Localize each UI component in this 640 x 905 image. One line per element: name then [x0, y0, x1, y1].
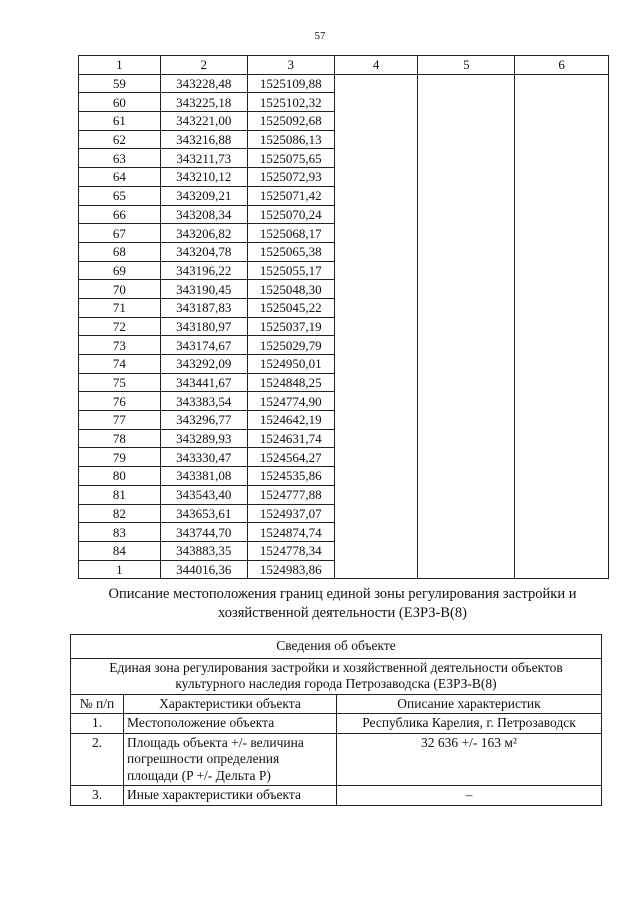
point-number: 60 — [79, 93, 161, 112]
table-row — [79, 523, 609, 542]
zone-name: Единая зона регулирования застройки и хозяйственной деятельности объектов культурного наследия города Петрозаводска (ЕЗРЗ-В(8) — [71, 658, 602, 694]
y-coordinate: 1524874,74 — [247, 523, 334, 542]
empty-cell — [334, 448, 418, 467]
empty-cell — [418, 336, 515, 355]
y-coordinate: 1525048,30 — [247, 280, 334, 299]
table-row — [79, 560, 609, 579]
x-coordinate: 343210,12 — [160, 168, 247, 187]
y-coordinate: 1525037,19 — [247, 317, 334, 336]
object-info-table — [70, 634, 602, 806]
x-coordinate: 343206,82 — [160, 224, 247, 243]
info-row — [71, 786, 602, 806]
x-coordinate: 343883,35 — [160, 541, 247, 560]
empty-cell — [334, 317, 418, 336]
empty-cell — [418, 448, 515, 467]
point-number: 70 — [79, 280, 161, 299]
point-number: 76 — [79, 392, 161, 411]
empty-cell — [334, 112, 418, 131]
page-number: 57 — [314, 30, 326, 42]
table-row — [79, 224, 609, 243]
info-row-num: 2. — [71, 733, 124, 786]
empty-cell — [418, 280, 515, 299]
col-header-characteristic: Характеристики объекта — [124, 694, 337, 714]
y-coordinate: 1524535,86 — [247, 467, 334, 486]
empty-cell — [515, 485, 609, 504]
empty-cell — [418, 541, 515, 560]
table-row — [79, 186, 609, 205]
empty-cell — [515, 560, 609, 579]
info-row-description: – — [337, 786, 602, 806]
table-row — [79, 336, 609, 355]
y-coordinate: 1524631,74 — [247, 429, 334, 448]
empty-cell — [418, 242, 515, 261]
info-row-characteristic: Иные характеристики объекта — [124, 786, 337, 806]
point-number: 65 — [79, 186, 161, 205]
table-row — [79, 485, 609, 504]
empty-cell — [334, 485, 418, 504]
x-coordinate: 343289,93 — [160, 429, 247, 448]
col-header-4: 4 — [334, 56, 418, 75]
table-row — [79, 242, 609, 261]
info-heading-row — [71, 635, 602, 659]
point-number: 59 — [79, 74, 161, 93]
empty-cell — [418, 186, 515, 205]
table-row — [79, 429, 609, 448]
point-number: 79 — [79, 448, 161, 467]
table-row — [79, 168, 609, 187]
x-coordinate: 343216,88 — [160, 130, 247, 149]
empty-cell — [515, 149, 609, 168]
empty-cell — [515, 242, 609, 261]
empty-cell — [334, 429, 418, 448]
x-coordinate: 343204,78 — [160, 242, 247, 261]
y-coordinate: 1524937,07 — [247, 504, 334, 523]
point-number: 64 — [79, 168, 161, 187]
table-row — [79, 205, 609, 224]
y-coordinate: 1525055,17 — [247, 261, 334, 280]
empty-cell — [334, 242, 418, 261]
empty-cell — [418, 485, 515, 504]
y-coordinate: 1525072,93 — [247, 168, 334, 187]
col-header-num: № п/п — [71, 694, 124, 714]
empty-cell — [418, 392, 515, 411]
point-number: 82 — [79, 504, 161, 523]
empty-cell — [515, 336, 609, 355]
empty-cell — [515, 541, 609, 560]
point-number: 62 — [79, 130, 161, 149]
empty-cell — [418, 112, 515, 131]
empty-cell — [334, 523, 418, 542]
empty-cell — [334, 467, 418, 486]
table-row — [79, 298, 609, 317]
x-coordinate: 343330,47 — [160, 448, 247, 467]
y-coordinate: 1524848,25 — [247, 373, 334, 392]
empty-cell — [515, 280, 609, 299]
empty-cell — [418, 205, 515, 224]
y-coordinate: 1524778,34 — [247, 541, 334, 560]
zone-name-row — [71, 658, 602, 694]
y-coordinate: 1524777,88 — [247, 485, 334, 504]
point-number: 63 — [79, 149, 161, 168]
y-coordinate: 1525086,13 — [247, 130, 334, 149]
y-coordinate: 1525109,88 — [247, 74, 334, 93]
info-row-description: Республика Карелия, г. Петрозаводск — [337, 714, 602, 734]
point-number: 69 — [79, 261, 161, 280]
col-header-6: 6 — [515, 56, 609, 75]
point-number: 74 — [79, 355, 161, 374]
table-row — [79, 541, 609, 560]
empty-cell — [334, 560, 418, 579]
description-title: Описание местоположения границ единой зоны регулирования застройки и хозяйственной деятельности (ЕЗРЗ-В(8) — [108, 586, 577, 621]
table-row — [79, 112, 609, 131]
empty-cell — [515, 74, 609, 93]
empty-cell — [334, 504, 418, 523]
table-row — [79, 504, 609, 523]
info-row-num: 1. — [71, 714, 124, 734]
empty-cell — [334, 336, 418, 355]
table-row — [79, 74, 609, 93]
empty-cell — [515, 112, 609, 131]
y-coordinate: 1525075,65 — [247, 149, 334, 168]
point-number: 78 — [79, 429, 161, 448]
empty-cell — [515, 373, 609, 392]
y-coordinate: 1525045,22 — [247, 298, 334, 317]
x-coordinate: 343744,70 — [160, 523, 247, 542]
point-number: 73 — [79, 336, 161, 355]
col-header-5: 5 — [418, 56, 515, 75]
empty-cell — [418, 149, 515, 168]
point-number: 80 — [79, 467, 161, 486]
y-coordinate: 1525068,17 — [247, 224, 334, 243]
empty-cell — [334, 261, 418, 280]
y-coordinate: 1525071,42 — [247, 186, 334, 205]
empty-cell — [418, 355, 515, 374]
coordinates-header-row — [79, 56, 609, 75]
table-row — [79, 149, 609, 168]
col-header-1: 1 — [79, 56, 161, 75]
info-row-description: 32 636 +/- 163 м² — [337, 733, 602, 786]
empty-cell — [515, 205, 609, 224]
table-row — [79, 392, 609, 411]
coordinates-table — [78, 55, 609, 579]
y-coordinate: 1524983,86 — [247, 560, 334, 579]
point-number: 66 — [79, 205, 161, 224]
empty-cell — [334, 186, 418, 205]
table-row — [79, 373, 609, 392]
empty-cell — [515, 504, 609, 523]
table-row — [79, 411, 609, 430]
col-header-description: Описание характеристик — [337, 694, 602, 714]
y-coordinate: 1524950,01 — [247, 355, 334, 374]
x-coordinate: 343211,73 — [160, 149, 247, 168]
empty-cell — [418, 93, 515, 112]
empty-cell — [515, 467, 609, 486]
x-coordinate: 343383,54 — [160, 392, 247, 411]
empty-cell — [334, 93, 418, 112]
info-heading: Сведения об объекте — [71, 635, 602, 659]
empty-cell — [515, 317, 609, 336]
empty-cell — [418, 261, 515, 280]
empty-cell — [334, 130, 418, 149]
point-number: 72 — [79, 317, 161, 336]
empty-cell — [334, 355, 418, 374]
info-row — [71, 714, 602, 734]
empty-cell — [515, 355, 609, 374]
empty-cell — [515, 261, 609, 280]
info-row-num: 3. — [71, 786, 124, 806]
info-row — [71, 733, 602, 786]
empty-cell — [515, 93, 609, 112]
x-coordinate: 343221,00 — [160, 112, 247, 131]
empty-cell — [418, 373, 515, 392]
empty-cell — [515, 392, 609, 411]
point-number: 84 — [79, 541, 161, 560]
point-number: 1 — [79, 560, 161, 579]
empty-cell — [334, 411, 418, 430]
empty-cell — [418, 130, 515, 149]
empty-cell — [418, 317, 515, 336]
info-row-characteristic: Площадь объекта +/- величина погрешности определения площади (P +/- Дельта P) — [124, 733, 337, 786]
empty-cell — [418, 168, 515, 187]
empty-cell — [418, 74, 515, 93]
empty-cell — [334, 74, 418, 93]
empty-cell — [515, 429, 609, 448]
empty-cell — [334, 392, 418, 411]
empty-cell — [334, 149, 418, 168]
point-number: 81 — [79, 485, 161, 504]
y-coordinate: 1524564,27 — [247, 448, 334, 467]
empty-cell — [515, 168, 609, 187]
y-coordinate: 1525065,38 — [247, 242, 334, 261]
table-row — [79, 355, 609, 374]
empty-cell — [515, 130, 609, 149]
y-coordinate: 1525070,24 — [247, 205, 334, 224]
x-coordinate: 343225,18 — [160, 93, 247, 112]
empty-cell — [418, 298, 515, 317]
empty-cell — [334, 168, 418, 187]
empty-cell — [418, 429, 515, 448]
empty-cell — [418, 523, 515, 542]
x-coordinate: 343190,45 — [160, 280, 247, 299]
y-coordinate: 1525029,79 — [247, 336, 334, 355]
table-row — [79, 467, 609, 486]
info-col-headers — [71, 694, 602, 714]
x-coordinate: 343228,48 — [160, 74, 247, 93]
table-row — [79, 93, 609, 112]
col-header-3: 3 — [247, 56, 334, 75]
empty-cell — [334, 205, 418, 224]
y-coordinate: 1525102,32 — [247, 93, 334, 112]
empty-cell — [418, 467, 515, 486]
x-coordinate: 343543,40 — [160, 485, 247, 504]
x-coordinate: 343174,67 — [160, 336, 247, 355]
table-row — [79, 448, 609, 467]
empty-cell — [418, 504, 515, 523]
y-coordinate: 1524642,19 — [247, 411, 334, 430]
empty-cell — [334, 224, 418, 243]
empty-cell — [515, 224, 609, 243]
table-row — [79, 130, 609, 149]
empty-cell — [334, 373, 418, 392]
point-number: 83 — [79, 523, 161, 542]
empty-cell — [515, 298, 609, 317]
point-number: 67 — [79, 224, 161, 243]
empty-cell — [334, 541, 418, 560]
empty-cell — [334, 280, 418, 299]
x-coordinate: 343208,34 — [160, 205, 247, 224]
y-coordinate: 1524774,90 — [247, 392, 334, 411]
point-number: 75 — [79, 373, 161, 392]
table-row — [79, 317, 609, 336]
empty-cell — [515, 448, 609, 467]
x-coordinate: 343653,61 — [160, 504, 247, 523]
coordinates-body — [79, 74, 609, 579]
empty-cell — [418, 560, 515, 579]
x-coordinate: 344016,36 — [160, 560, 247, 579]
x-coordinate: 343187,83 — [160, 298, 247, 317]
x-coordinate: 343180,97 — [160, 317, 247, 336]
point-number: 68 — [79, 242, 161, 261]
x-coordinate: 343292,09 — [160, 355, 247, 374]
point-number: 71 — [79, 298, 161, 317]
empty-cell — [418, 224, 515, 243]
empty-cell — [418, 411, 515, 430]
point-number: 77 — [79, 411, 161, 430]
col-header-2: 2 — [160, 56, 247, 75]
x-coordinate: 343209,21 — [160, 186, 247, 205]
table-row — [79, 261, 609, 280]
x-coordinate: 343196,22 — [160, 261, 247, 280]
x-coordinate: 343441,67 — [160, 373, 247, 392]
empty-cell — [515, 186, 609, 205]
empty-cell — [515, 411, 609, 430]
x-coordinate: 343296,77 — [160, 411, 247, 430]
empty-cell — [334, 298, 418, 317]
info-row-characteristic: Местоположение объекта — [124, 714, 337, 734]
x-coordinate: 343381,08 — [160, 467, 247, 486]
point-number: 61 — [79, 112, 161, 131]
table-row — [79, 280, 609, 299]
empty-cell — [515, 523, 609, 542]
y-coordinate: 1525092,68 — [247, 112, 334, 131]
